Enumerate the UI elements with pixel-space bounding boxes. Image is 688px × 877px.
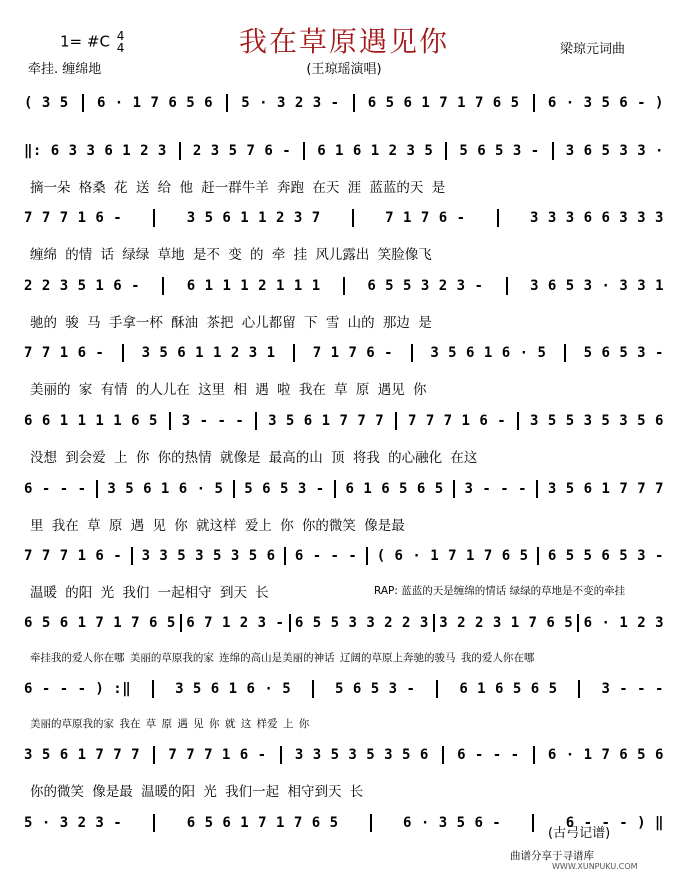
measure: 5 · 3 2 3 - [241, 95, 340, 111]
bar-line [179, 142, 181, 160]
lyric-line: 摘一朵 格桑 花 送 给 他 赶一群牛羊 奔跑 在天 涯 蓝蓝的天 是 [30, 180, 446, 196]
measure: 7 1 7 6 - [385, 210, 466, 226]
bar-line [280, 746, 282, 764]
measure: 3 5 6 1 7 7 7 [24, 747, 141, 763]
measure: 5 6 5 3 - [335, 681, 416, 697]
score-row [24, 678, 664, 738]
song-title: 我在草原遇见你 [238, 25, 449, 58]
score-row [24, 410, 664, 470]
measure: 3 6 5 3 3 · [565, 143, 664, 159]
note-line [24, 207, 664, 229]
bar-line [226, 94, 228, 112]
measure: 6 - - - [24, 481, 87, 497]
note-line [24, 92, 664, 114]
measure: 3 3 3 6 6 3 3 3 [530, 210, 664, 226]
bar-line [312, 680, 314, 698]
bar-line [395, 412, 397, 430]
bar-line [82, 94, 84, 112]
measure: 6 · 1 2 3 [583, 615, 664, 631]
bar-line [122, 344, 124, 362]
measure: 3 - - - [181, 413, 245, 429]
measure: 2 3 5 7 6 - [192, 143, 292, 159]
rap-line: RAP: 蓝蓝的天是缠绵的情话 绿绿的草地是不变的牵挂 [374, 585, 626, 597]
bar-line [436, 680, 438, 698]
bar-line [537, 547, 539, 565]
lyric-line: 你的微笑 像是最 温暖的阳 光 我们一起 相守到天 长 [30, 784, 364, 800]
recorder-credit: (古弓记谱) [548, 826, 611, 841]
measure: 6 5 6 1 7 1 7 6 5 [186, 815, 339, 831]
lyric-line: 温暖 的阳 光 我们 一起相守 到天 长 [30, 585, 269, 601]
bar-line [284, 547, 286, 565]
bar-line [169, 412, 171, 430]
measure: 5 · 3 2 3 - [24, 815, 123, 831]
measure: 6 7 1 2 3 - [186, 615, 285, 631]
measure: 3 5 6 1 6 · 5 [175, 681, 292, 697]
bar-line [153, 814, 155, 832]
bar-line [506, 277, 508, 295]
bar-line [366, 547, 368, 565]
score-row [24, 140, 664, 200]
measure: 6 · 1 7 6 5 6 [547, 747, 664, 763]
lyric-line: 没想 到会爱 上 你 你的热情 就像是 最高的山 顶 将我 的心融化 在这 [30, 450, 478, 466]
bar-line [453, 480, 455, 498]
note-line [24, 478, 664, 500]
lyric-line: 美丽的草原我的家 我在 草 原 遇 见 你 就 这 样爱 上 你 [30, 718, 310, 730]
bar-line [352, 209, 354, 227]
bar-line [152, 680, 154, 698]
measure: 6 - - - ) ‖ [565, 815, 664, 831]
bar-line [564, 344, 566, 362]
lyric-line: 牵挂我的爱人你在哪 美丽的草原我的家 连绵的高山是美丽的神话 辽阔的草原上奔驰的骏马 我的爱人你在哪 [30, 652, 535, 664]
note-line [24, 342, 664, 364]
measure: 3 5 6 1 6 · 5 [430, 345, 547, 361]
measure: 3 5 6 1 7 7 7 [547, 481, 664, 497]
bar-line [536, 480, 538, 498]
composer-credit: 梁琼元词曲 [560, 42, 626, 57]
measure: 6 5 5 3 2 3 - [367, 278, 484, 294]
measure: ‖: 6 3 3 6 1 2 3 [24, 143, 167, 159]
note-line [24, 410, 664, 432]
tempo-marking: 牵挂. 缠绵地 [28, 62, 102, 77]
score-row [24, 342, 664, 402]
lyric-line: 里 我在 草 原 遇 见 你 就这样 爱上 你 你的微笑 像是最 [30, 518, 405, 534]
bar-line [442, 746, 444, 764]
bar-line [578, 680, 580, 698]
bar-line [153, 746, 155, 764]
score-row [24, 275, 664, 335]
measure: 6 · 3 5 6 - [403, 815, 502, 831]
note-line [24, 275, 664, 297]
bar-line [162, 277, 164, 295]
site-watermark: 曲谱分享于寻谱库 [510, 850, 594, 862]
measure: 6 6 1 1 1 1 6 5 [24, 413, 158, 429]
bar-line [153, 209, 155, 227]
bar-line [343, 277, 345, 295]
lyric-line: 美丽的 家 有情 的人儿在 这里 相 遇 啦 我在 草 原 遇见 你 [30, 382, 427, 398]
score-row [24, 207, 664, 267]
note-line [24, 545, 664, 567]
measure: 3 - - - [464, 481, 528, 497]
measure: 3 - - - [601, 681, 664, 697]
measure: 3 3 5 3 5 3 5 6 [294, 747, 429, 763]
note-line [24, 744, 664, 766]
score-row [24, 478, 664, 538]
measure: 3 3 5 3 5 3 5 6 [141, 548, 276, 564]
time-bottom: 4 [116, 41, 125, 55]
bar-line [353, 94, 355, 112]
measure: 7 7 7 1 6 - [24, 210, 123, 226]
measure: 6 · 3 5 6 - ) [547, 95, 664, 111]
measure: 6 5 6 1 7 1 7 6 5 [367, 95, 520, 111]
bar-line [411, 344, 413, 362]
measure: 3 5 6 1 7 7 7 [268, 413, 385, 429]
measure: 3 2 2 3 1 7 6 5 [439, 615, 574, 631]
bar-line [517, 412, 519, 430]
measure: 5 6 5 3 - [244, 481, 325, 497]
bar-line [370, 814, 372, 832]
measure: 6 - - - [294, 548, 358, 564]
bar-line [96, 480, 98, 498]
measure: 6 1 6 5 6 5 [459, 681, 558, 697]
bar-line [497, 209, 499, 227]
measure: 2 2 3 5 1 6 - [24, 278, 141, 294]
bar-line [433, 614, 435, 632]
bar-line [233, 480, 235, 498]
note-line [24, 678, 664, 700]
measure: 6 5 6 1 7 1 7 6 5 [24, 615, 176, 631]
measure: 7 7 7 1 6 - [24, 548, 123, 564]
bar-line [255, 412, 257, 430]
score-row [24, 744, 664, 804]
site-url: WWW.XUNPUKU.COM [552, 862, 638, 871]
measure: 6 1 6 1 2 3 5 [317, 143, 434, 159]
key-label: 1= #C [60, 32, 110, 51]
score-row [24, 545, 664, 605]
measure: 5 6 5 3 - [583, 345, 664, 361]
measure: 6 1 1 1 2 1 1 1 [186, 278, 321, 294]
note-line [24, 612, 664, 634]
measure: 7 7 7 1 6 - [168, 747, 267, 763]
bar-line [303, 142, 305, 160]
singer-credit: (王琼瑶演唱) [306, 62, 382, 77]
bar-line [289, 614, 291, 632]
time-top: 4 [116, 29, 125, 43]
measure: 7 7 7 1 6 - [407, 413, 507, 429]
measure: 3 5 6 1 1 2 3 7 [186, 210, 321, 226]
lyric-line: 缠绵 的情 话 绿绿 草地 是不 变 的 牵 挂 风儿露出 笑脸像飞 [30, 247, 432, 263]
lyric-line: 驰的 骏 马 手拿一杯 酥油 茶把 心儿都留 下 雪 山的 那边 是 [30, 315, 432, 331]
measure: 7 7 1 6 - [24, 345, 105, 361]
measure: 6 5 5 6 5 3 - [547, 548, 664, 564]
measure: 3 5 6 1 6 · 5 [107, 481, 224, 497]
note-line [24, 140, 664, 162]
measure: 6 1 6 5 6 5 [345, 481, 444, 497]
bar-line [445, 142, 447, 160]
bar-line [131, 547, 133, 565]
measure: 7 1 7 6 - [312, 345, 394, 361]
measure: 5 6 5 3 - [459, 143, 540, 159]
bar-line [533, 94, 535, 112]
measure: 6 · 1 7 6 5 6 [96, 95, 214, 111]
measure: ( 6 · 1 7 1 7 6 5 [376, 548, 529, 564]
measure: 3 6 5 3 · 3 3 1 [530, 278, 664, 294]
measure: ( 3 5 [24, 95, 69, 111]
score-row [24, 612, 664, 672]
bar-line [533, 746, 535, 764]
measure: 6 5 5 3 3 2 2 3 [294, 615, 429, 631]
measure: 3 5 5 3 5 3 5 6 [530, 413, 664, 429]
bar-line [552, 142, 554, 160]
measure: 6 - - - ) :‖ [24, 681, 132, 697]
bar-line [293, 344, 295, 362]
bar-line [334, 480, 336, 498]
bar-line [180, 614, 182, 632]
measure: 3 5 6 1 1 2 3 1 [141, 345, 276, 361]
bar-line [577, 614, 579, 632]
measure: 6 - - - [457, 747, 520, 763]
bar-line [532, 814, 534, 832]
